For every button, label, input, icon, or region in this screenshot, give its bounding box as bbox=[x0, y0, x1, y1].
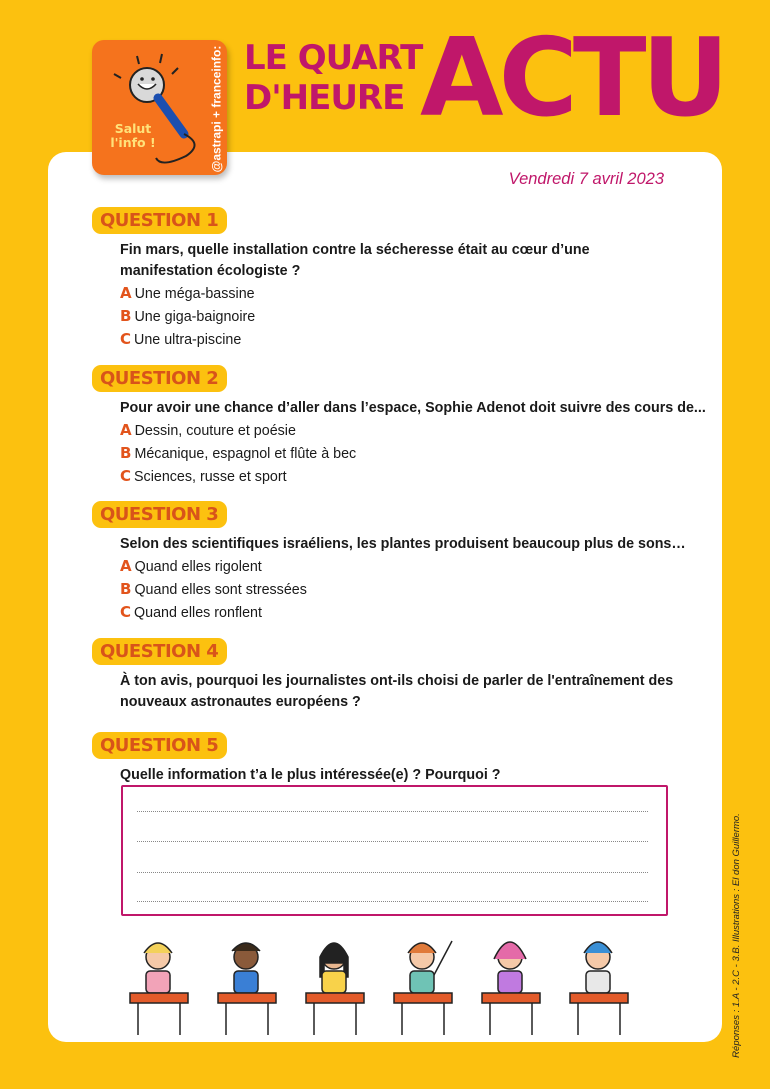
answer-box[interactable] bbox=[121, 785, 668, 916]
title-small bbox=[244, 38, 422, 118]
question-1 bbox=[92, 207, 680, 351]
logo-tagline bbox=[104, 122, 162, 150]
option-letter: B bbox=[120, 580, 132, 598]
logo-tagline-line1: Salut bbox=[114, 121, 152, 136]
question-3 bbox=[92, 501, 720, 624]
title-line2: D'HEURE bbox=[244, 78, 405, 118]
option-letter: A bbox=[120, 284, 132, 302]
quiz-card bbox=[48, 152, 722, 1042]
question-text: Quelle information t’a le plus intéressée(e) ? Pourquoi ? bbox=[120, 767, 501, 783]
option-text: Une giga-baignoire bbox=[134, 309, 256, 325]
question-2 bbox=[92, 365, 720, 488]
question-5 bbox=[92, 732, 680, 786]
question-text: Fin mars, quelle installation contre la sécheresse était au cœur d’une manifestation écologiste ? bbox=[120, 242, 590, 279]
student-4 bbox=[394, 941, 452, 1035]
option-letter: C bbox=[120, 330, 132, 348]
title-line1: LE QUART bbox=[244, 38, 423, 78]
title-big: ACTU bbox=[420, 16, 725, 141]
logo bbox=[92, 40, 227, 175]
students-illustration bbox=[128, 935, 688, 1045]
footnote-text: Réponses : 1.A - 2.C - 3.B. Illustrations : El don Guillermo. bbox=[730, 812, 742, 1058]
option-a bbox=[120, 555, 720, 578]
question-badge: QUESTION 4 bbox=[92, 638, 227, 665]
option-text: Quand elles sont stressées bbox=[134, 582, 307, 598]
option-c bbox=[120, 328, 680, 351]
question-text: À ton avis, pourquoi les journalistes ont-ils choisi de parler de l'entraînement des nouveaux astronautes européens ? bbox=[120, 673, 674, 710]
option-text: Une ultra-piscine bbox=[134, 332, 242, 348]
option-a bbox=[120, 419, 720, 442]
question-badge: QUESTION 1 bbox=[92, 207, 227, 234]
logo-tagline-line2: l'info ! bbox=[110, 135, 156, 150]
option-b bbox=[120, 578, 720, 601]
student-1 bbox=[130, 943, 188, 1035]
answer-line bbox=[137, 811, 648, 812]
question-text: Selon des scientifiques israéliens, les plantes produisent beaucoup plus de sons… bbox=[120, 536, 686, 552]
option-letter: C bbox=[120, 467, 132, 485]
question-badge: QUESTION 2 bbox=[92, 365, 227, 392]
answer-line bbox=[137, 901, 648, 902]
option-text: Quand elles ronflent bbox=[134, 605, 262, 621]
option-a bbox=[120, 282, 680, 305]
student-6 bbox=[570, 942, 628, 1035]
option-text: Quand elles rigolent bbox=[134, 559, 262, 575]
option-letter: B bbox=[120, 307, 132, 325]
option-b bbox=[120, 442, 720, 465]
option-text: Une méga-bassine bbox=[134, 286, 255, 302]
date: Vendredi 7 avril 2023 bbox=[508, 170, 664, 188]
option-letter: B bbox=[120, 444, 132, 462]
answer-line bbox=[137, 841, 648, 842]
question-badge: QUESTION 3 bbox=[92, 501, 227, 528]
option-text: Sciences, russe et sport bbox=[134, 469, 287, 485]
question-4 bbox=[92, 638, 680, 713]
footnote bbox=[726, 812, 746, 1058]
student-3 bbox=[306, 943, 364, 1035]
option-c bbox=[120, 601, 720, 624]
option-letter: C bbox=[120, 603, 132, 621]
option-text: Mécanique, espagnol et flûte à bec bbox=[134, 446, 357, 462]
option-text: Dessin, couture et poésie bbox=[134, 423, 296, 439]
logo-brands bbox=[208, 46, 224, 171]
student-5 bbox=[482, 942, 540, 1035]
option-letter: A bbox=[120, 421, 132, 439]
question-text: Pour avoir une chance d’aller dans l’espace, Sophie Adenot doit suivre des cours de... bbox=[120, 400, 706, 416]
answer-line bbox=[137, 872, 648, 873]
option-c bbox=[120, 465, 720, 488]
option-b bbox=[120, 305, 680, 328]
student-2 bbox=[218, 943, 276, 1035]
option-letter: A bbox=[120, 557, 132, 575]
logo-brands-text: @astrapi + franceinfo: bbox=[209, 45, 224, 172]
question-badge: QUESTION 5 bbox=[92, 732, 227, 759]
